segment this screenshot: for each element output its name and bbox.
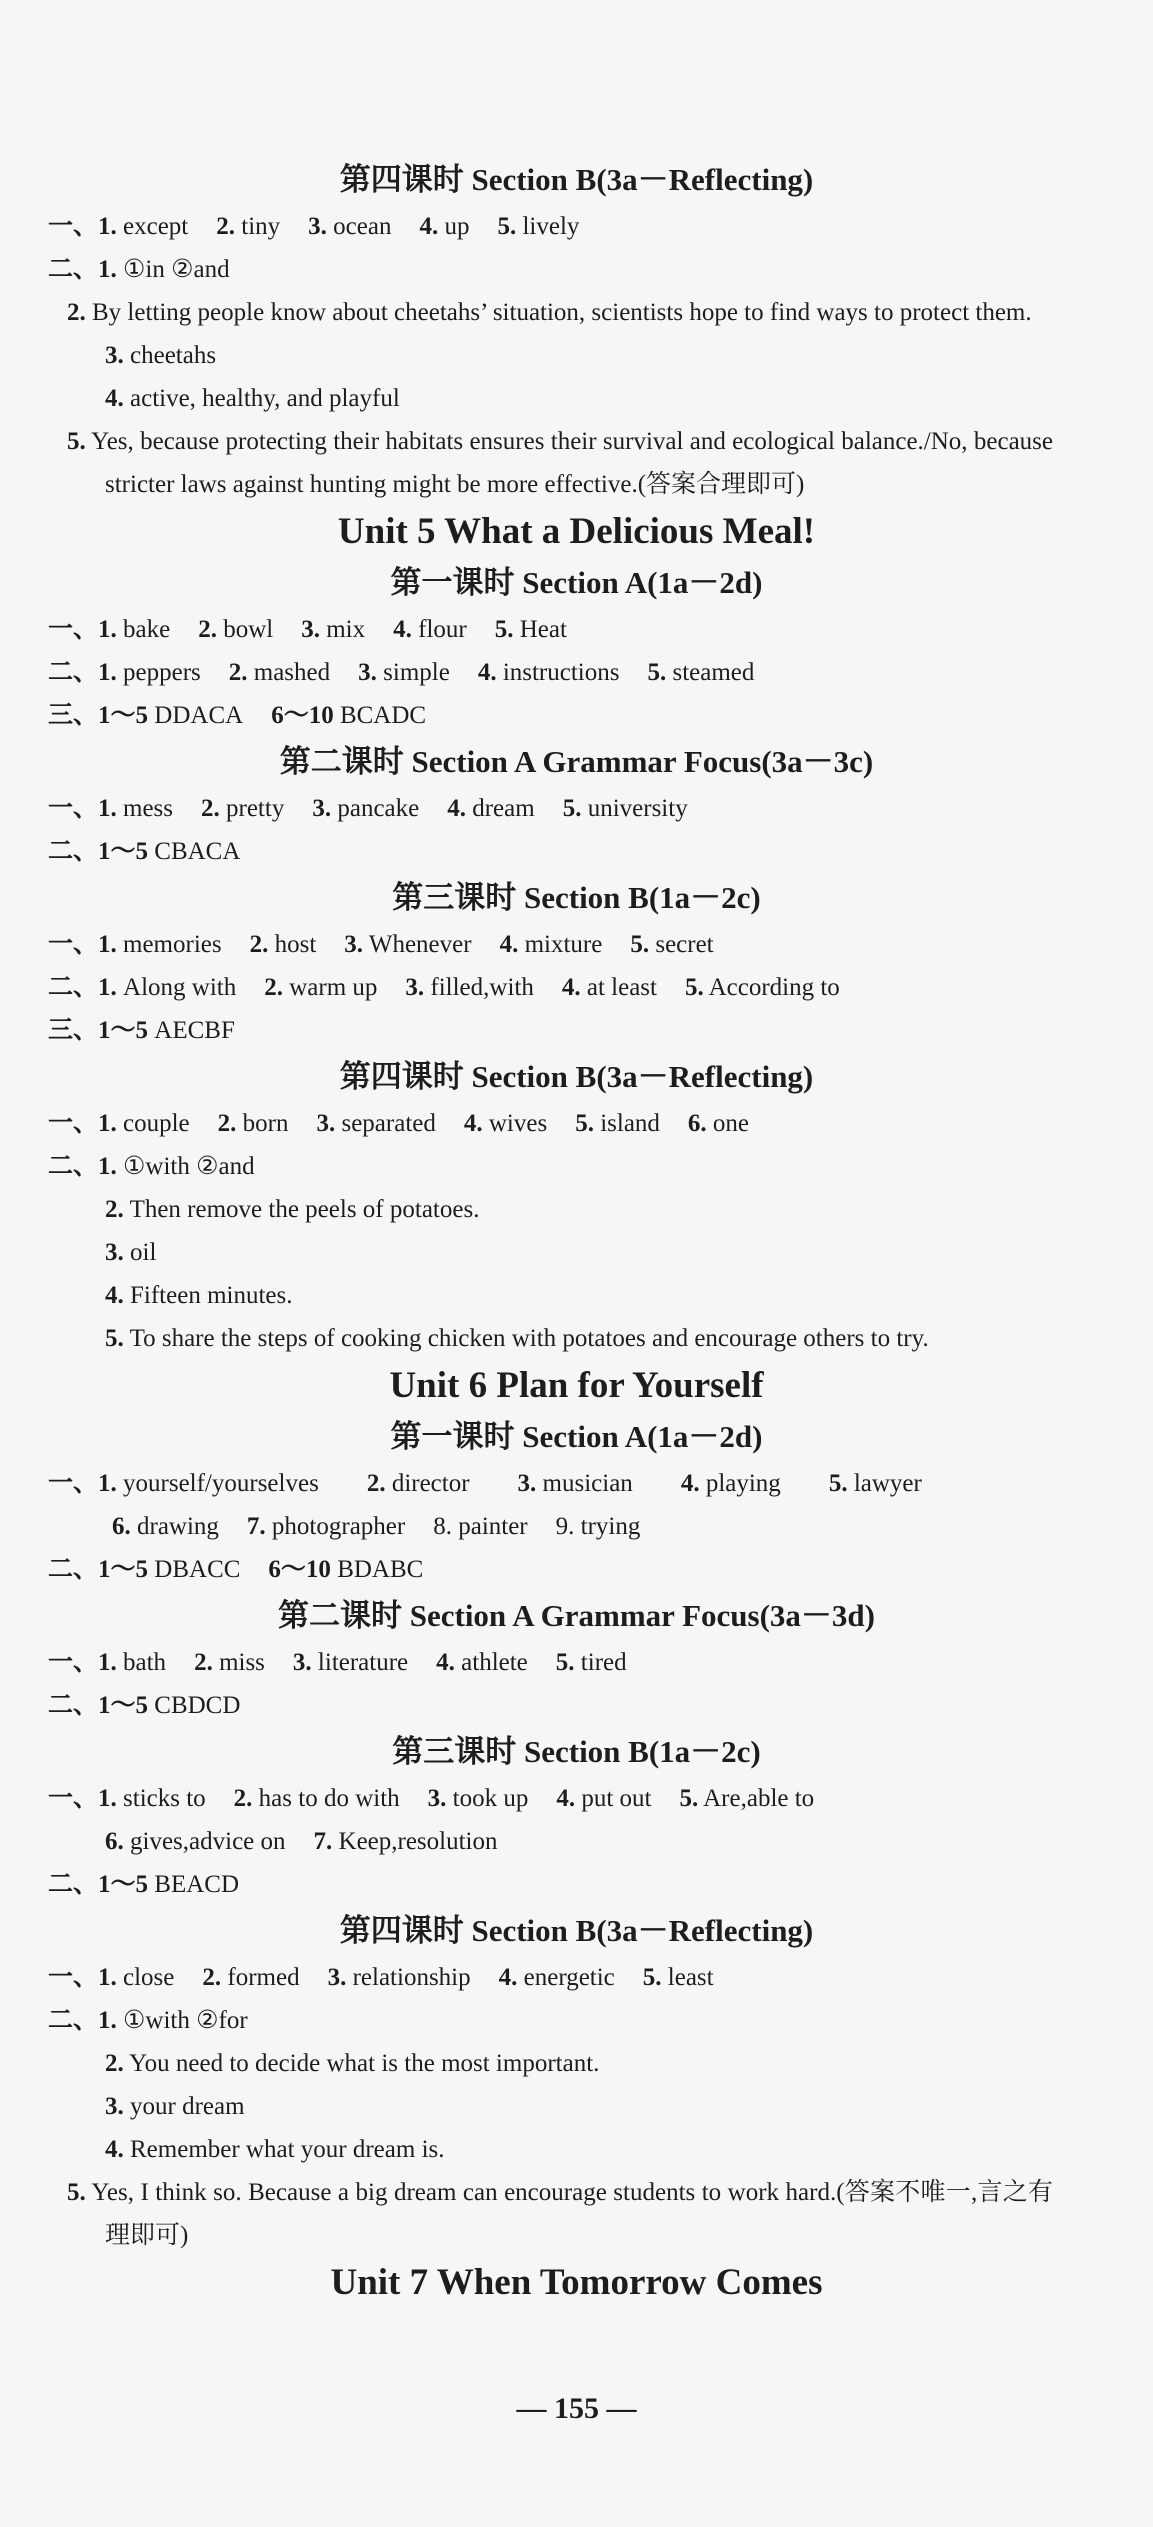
answer-row: 二、1. ①in ②and	[48, 256, 230, 283]
answer-row: 5. Yes, because protecting their habitats ensures their survival and ecological balance./No, because stricter laws against hunting might be more effective.(答案合理即可)	[67, 428, 1053, 498]
page-number: — 155 —	[516, 2392, 637, 2425]
answer-row: 二、1～5 CBACA	[48, 838, 241, 865]
answer-row: 2. By letting people know about cheetahs’ situation, scientists hope to find ways to protect them.	[67, 299, 1032, 326]
section-heading: 第四课时 Section B(3a－Reflecting)	[339, 162, 814, 197]
section-heading: 第二课时 Section A Grammar Focus(3a－3d)	[277, 1598, 875, 1633]
section-heading: 第三课时 Section B(1a－2c)	[392, 880, 761, 915]
answer-row: 4. Fifteen minutes.	[105, 1282, 293, 1309]
answer-row: 5. To share the steps of cooking chicken with potatoes and encourage others to try.	[105, 1325, 929, 1352]
section-heading: 第一课时 Section A(1a－2d)	[390, 565, 763, 600]
answer-row: 一、1. bath 2. miss 3. literature 4. athlete 5. tired	[48, 1649, 627, 1676]
section-heading: 第四课时 Section B(3a－Reflecting)	[339, 1059, 814, 1094]
answer-row: 三、1～5 DDACA 6～10 BCADC	[48, 702, 427, 729]
answer-row: 6. drawing 7. photographer 8. painter 9. trying	[112, 1513, 641, 1540]
answer-row: 二、1～5 CBDCD	[48, 1692, 241, 1719]
answer-row: 一、1. memories 2. host 3. Whenever 4. mixture 5. secret	[48, 931, 714, 958]
section-heading: 第一课时 Section A(1a－2d)	[390, 1419, 763, 1454]
answer-row: 3. cheetahs	[105, 342, 217, 369]
answer-row: 6. gives,advice on 7. Keep,resolution	[105, 1828, 498, 1855]
answer-row: 一、1. except 2. tiny 3. ocean 4. up 5. lively	[48, 213, 580, 240]
unit-title: Unit 7 When Tomorrow Comes	[330, 2262, 823, 2303]
answer-row: 3. your dream	[105, 2093, 245, 2120]
answer-row: 3. oil	[105, 1239, 157, 1266]
answer-row: 一、1. couple 2. born 3. separated 4. wives 5. island 6. one	[48, 1110, 750, 1137]
answer-row: 二、1～5 BEACD	[48, 1871, 240, 1898]
section-heading: 第三课时 Section B(1a－2c)	[392, 1734, 761, 1769]
answer-row: 一、1. close 2. formed 3. relationship 4. energetic 5. least	[48, 1964, 714, 1991]
answer-row: 二、1. ①with ②for	[48, 2007, 248, 2034]
answer-row: 二、1～5 DBACC 6～10 BDABC	[48, 1556, 424, 1583]
answer-row: 三、1～5 AECBF	[48, 1017, 235, 1044]
answer-row: 二、1. ①with ②and	[48, 1153, 255, 1180]
unit-title: Unit 6 Plan for Yourself	[389, 1365, 764, 1406]
answer-row: 2. You need to decide what is the most important.	[105, 2050, 600, 2077]
answer-row: 二、1. Along with 2. warm up 3. filled,with 4. at least 5. According to	[48, 974, 840, 1001]
section-heading: 第四课时 Section B(3a－Reflecting)	[339, 1913, 814, 1948]
answer-row: 一、1. bake 2. bowl 3. mix 4. flour 5. Heat	[48, 616, 567, 643]
answer-row: 2. Then remove the peels of potatoes.	[105, 1196, 480, 1223]
answer-row: 一、1. sticks to 2. has to do with 3. took up 4. put out 5. Are,able to	[48, 1785, 815, 1812]
answer-row: 一、1. mess 2. pretty 3. pancake 4. dream 5. university	[48, 795, 688, 822]
answer-content	[0, 155, 1153, 2309]
answer-row: 4. active, healthy, and playful	[105, 385, 400, 412]
answer-row: 二、1. peppers 2. mashed 3. simple 4. instructions 5. steamed	[48, 659, 755, 686]
answer-row: 一、1. yourself/yourselves 2. director 3. musician 4. playing 5. lawyer	[48, 1470, 922, 1497]
section-heading: 第二课时 Section A Grammar Focus(3a－3c)	[279, 744, 874, 779]
answer-row: 5. Yes, I think so. Because a big dream can encourage students to work hard.(答案不唯一,言之有理即可)	[67, 2179, 1053, 2249]
answer-row: 4. Remember what your dream is.	[105, 2136, 445, 2163]
unit-title: Unit 5 What a Delicious Meal!	[337, 511, 816, 552]
